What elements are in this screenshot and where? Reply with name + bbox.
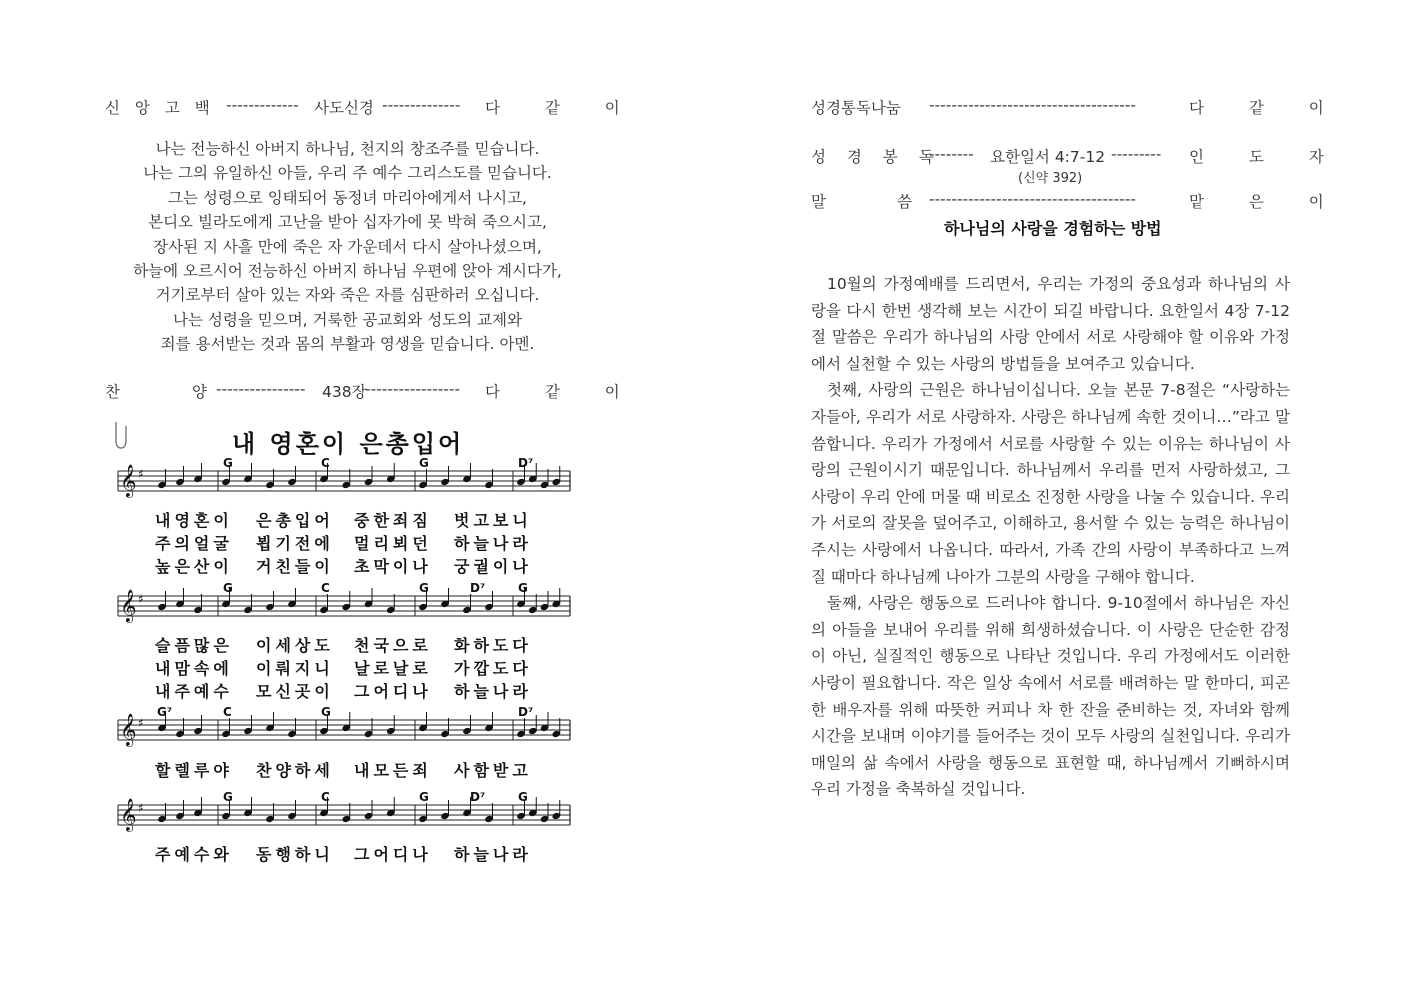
chord: G [419, 790, 429, 804]
lyric-line: 찬양하세 [256, 761, 334, 780]
creed-line: 본디오 빌라도에게 고난을 받아 십자가에 못 박혀 죽으시고, [148, 213, 547, 232]
hymn-rule-left: ---------------- [216, 380, 306, 398]
chord: G [223, 581, 233, 595]
lyric-line: 하늘나라 [454, 682, 532, 701]
lyric-line: 초막이나 [354, 557, 432, 576]
sermon-rule: ------------------------------------- [929, 190, 1136, 208]
lyric-line: 그어디나 [354, 845, 432, 864]
creed-label: 신 앙 고 백 [105, 99, 215, 117]
creed-line: 하늘에 오르시어 전능하신 아버지 하나님 우편에 앉아 계시다가, [133, 262, 562, 281]
creed-rule-right: -------------- [382, 96, 461, 114]
hymn-rule-right: ----------------- [365, 380, 461, 398]
lyric-line: 내주예수 [155, 682, 233, 701]
lyric-line: 날로날로 [354, 659, 432, 678]
lyric-line: 이세상도 [256, 636, 334, 655]
lyric-line: 하늘나라 [454, 845, 532, 864]
chord: D⁷ [470, 790, 486, 804]
lyric-line: 내영혼이 [155, 511, 233, 530]
scripture-rule-left: -------- [929, 145, 974, 163]
treble-clef-icon: 𝄞 [120, 589, 137, 622]
lyric-line: 주의얼굴 [155, 534, 233, 553]
scripture-label: 성 경 봉 독 [811, 148, 942, 166]
lyric-line: 주예수와 [155, 845, 233, 864]
lyric-line: 모신곳이 [256, 682, 334, 701]
key-sharp-icon: ♯ [138, 467, 144, 481]
chord: G [419, 456, 429, 470]
creed-title: 사도신경 [314, 99, 374, 117]
reading-share-rule: ------------------------------------- [929, 96, 1136, 114]
reading-share-leader: 다 같 이 [1189, 99, 1344, 117]
creed-line: 장사된 지 사흘 만에 죽은 자 가운데서 다시 살아나셨으며, [153, 237, 542, 256]
chord: C [321, 456, 330, 470]
hymn-number: 438장 [322, 383, 367, 401]
scripture-note: (신약 392) [1018, 171, 1083, 186]
creed-rule-left: ------------- [226, 96, 299, 114]
creed-line: 그는 성령으로 잉태되어 동정녀 마리아에게서 나시고, [168, 188, 527, 207]
chord: G [518, 581, 528, 595]
chord: D⁷ [518, 456, 534, 470]
hymn-title: 내 영혼이 은총입어 [232, 430, 465, 458]
lyric-line: 내모든죄 [354, 761, 432, 780]
sermon-body [811, 271, 1290, 803]
chord: G [223, 790, 233, 804]
lyric-line: 사함받고 [454, 761, 532, 780]
creed-leader: 다 같 이 [485, 99, 640, 117]
scripture-passage: 요한일서 4:7-12 [990, 148, 1106, 166]
treble-clef-icon: 𝄞 [120, 798, 137, 831]
sermon-label-b: 씀 [897, 193, 912, 211]
lyric-line: 화하도다 [454, 636, 532, 655]
sermon-label-a: 말 [811, 193, 826, 211]
lyric-line: 거친들이 [256, 557, 334, 576]
creed-line: 나는 성령을 믿으며, 거룩한 공교회와 성도의 교제와 [173, 310, 522, 329]
creed-line: 거기로부터 살아 있는 자와 죽은 자를 심판하러 오십니다. [155, 286, 540, 305]
lyric-line: 천국으로 [354, 636, 432, 655]
key-sharp-icon: ♯ [138, 801, 144, 815]
lyric-line: 동행하니 [256, 845, 334, 864]
lyric-line: 궁궐이나 [454, 557, 532, 576]
creed-line: 죄를 용서받는 것과 몸의 부활과 영생을 믿습니다. 아멘. [160, 335, 535, 354]
lyric-line: 내맘속에 [155, 659, 233, 678]
chord: G [223, 456, 233, 470]
lyric-line: 할렐루야 [155, 761, 233, 780]
chord: G [321, 705, 331, 719]
lyric-line: 가깝도다 [454, 659, 532, 678]
paragraph: 둘째, 사랑은 행동으로 드러나야 합니다. 9-10절에서 하나님은 자신의 아들을 보내어 우리를 위해 희생하셨습니다. 이 사랑은 단순한 감정이 아닌, 실질적인 행동으로 나타난 것입니다. 우리 가정에서도 이러한 사랑이 필요합니다. 작은 일상 속에서 서로를 배려하는 말 한마디, 피곤한 배우자를 위해 따뜻한 커피나 차 한 잔을 준비하는 것, 자녀와 함께 시간을 보내며 이야기를 들어주는 것이 모두 사랑의 실천입니다. 우리가 매일의 삶 속에서 사랑을 행동으로 표현할 때, 하나님께서 기뻐하시며 우리 가정을 축복하실 것입니다. [811, 594, 1290, 799]
paragraph: 10월의 가정예배를 드리면서, 우리는 가정의 중요성과 하나님의 사랑을 다시 한번 생각해 보는 시간이 되길 바랍니다. 요한일서 4장 7-12절 말씀은 우리가 하나님의 사랑 안에서 서로 사랑해야 할 이유와 가정에서 실천할 수 있는 사랑의 방법들을 보여주고 있습니다. [811, 275, 1290, 373]
lyric-line: 벗고보니 [454, 511, 532, 530]
chord: D⁷ [470, 581, 486, 595]
sermon-title: 하나님의 사랑을 경험하는 방법 [944, 219, 1162, 238]
chord: C [223, 705, 232, 719]
chord: D⁷ [518, 705, 534, 719]
lyric-line: 멀리뵈던 [354, 534, 432, 553]
hymn-label-b: 양 [192, 383, 207, 401]
lyric-line: 이뤄지니 [256, 659, 334, 678]
lyric-line: 슬픔많은 [155, 636, 233, 655]
treble-clef-icon: 𝄞 [120, 713, 137, 746]
chord: G [419, 581, 429, 595]
hymn-leader: 다 같 이 [485, 383, 640, 401]
chord: C [321, 790, 330, 804]
chord: G [518, 790, 528, 804]
reading-share-label: 성경통독나눔 [811, 99, 901, 117]
lyric-line: 그어디나 [354, 682, 432, 701]
lyric-line: 중한죄짐 [354, 511, 432, 530]
chord: C [321, 581, 330, 595]
hymn-label-a: 찬 [105, 383, 120, 401]
lyric-line: 뵙기전에 [256, 534, 334, 553]
lyric-line: 은총입어 [256, 511, 334, 530]
scripture-rule-right: --------- [1111, 145, 1162, 163]
key-sharp-icon: ♯ [138, 716, 144, 730]
lyric-line: 높은산이 [155, 557, 233, 576]
creed-line: 나는 그의 유일하신 아들, 우리 주 예수 그리스도를 믿습니다. [143, 164, 552, 183]
chord: G⁷ [157, 705, 173, 719]
scripture-leader: 인 도 자 [1189, 148, 1344, 166]
sermon-leader: 맡 은 이 [1189, 193, 1344, 211]
sheet-music [0, 0, 700, 992]
lyric-line: 하늘나라 [454, 534, 532, 553]
paragraph: 첫째, 사랑의 근원은 하나님이십니다. 오늘 본문 7-8절은 “사랑하는 자들아, 우리가 서로 사랑하자. 사랑은 하나님께 속한 것이니…”라고 말씀합니다. 우리가 가정에서 서로를 사랑할 수 있는 이유는 하나님이 사랑의 근원이시기 때문입니다. 하나님께서 우리를 먼저 사랑하셨고, 그 사랑이 우리 안에 머물 때 비로소 진정한 사랑을 나눌 수 있습니다. 우리가 서로의 잘못을 덮어주고, 이해하고, 용서할 수 있는 능력은 하나님이 주시는 사랑에서 나옵니다. 따라서, 가족 간의 사랑이 부족하다고 느껴질 때마다 하나님께 나아가 그분의 사랑을 구해야 합니다. [811, 381, 1290, 586]
key-sharp-icon: ♯ [138, 592, 144, 606]
treble-clef-icon: 𝄞 [120, 464, 137, 497]
creed-line: 나는 전능하신 아버지 하나님, 천지의 창조주를 믿습니다. [155, 140, 540, 158]
